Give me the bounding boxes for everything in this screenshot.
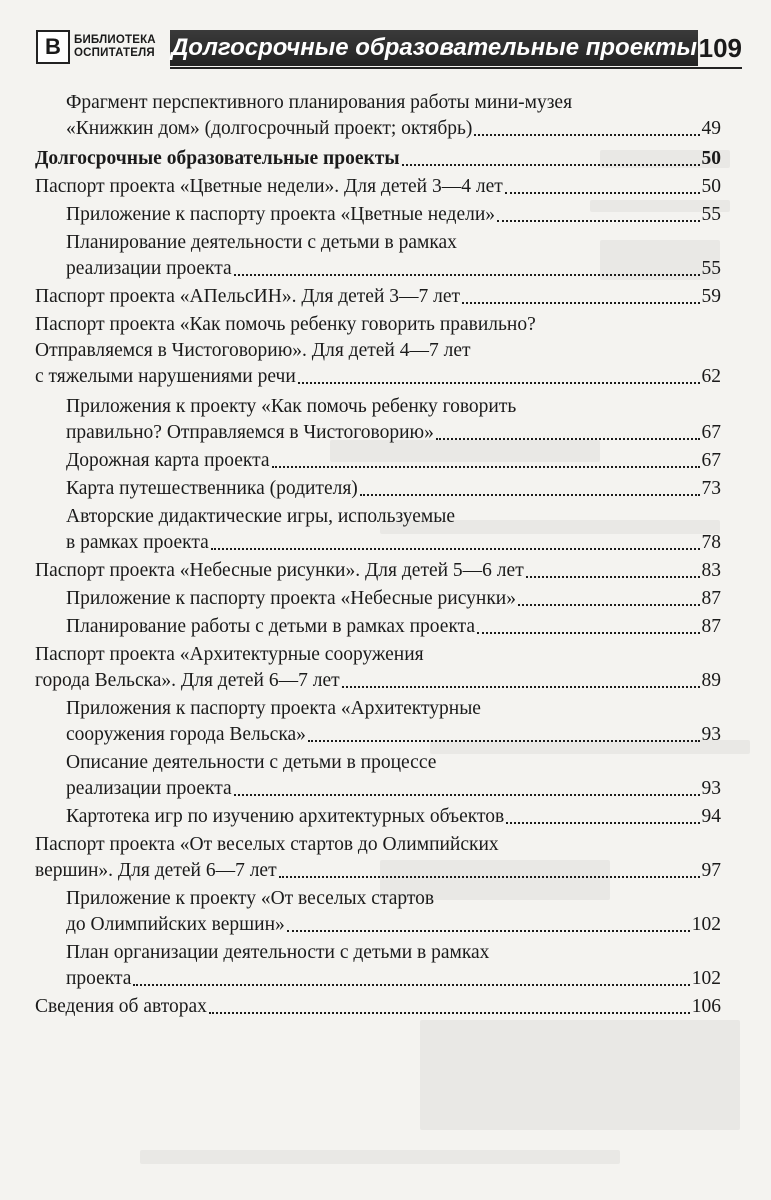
toc-entry — [66, 750, 721, 802]
toc-entry — [66, 476, 721, 502]
toc-entry-title: правильно? Отправляемся в Чистоговорию» — [66, 422, 434, 443]
dot-leader — [462, 302, 699, 304]
page-number: 109 — [698, 33, 742, 63]
dot-leader — [518, 604, 700, 606]
toc-entry — [66, 696, 721, 748]
toc-entry — [66, 804, 721, 830]
toc-page-number: 49 — [701, 118, 721, 139]
toc-entry-line — [35, 338, 721, 364]
toc-entry-line — [66, 912, 721, 938]
toc-entry-line — [35, 284, 721, 310]
toc-entry — [66, 614, 721, 640]
dot-leader — [506, 822, 699, 824]
toc-entry-title: Приложение к паспорту проекта «Цветные недели» — [66, 204, 496, 225]
toc-entry-title: до Олимпийских вершин» — [66, 914, 285, 935]
toc-entry-line — [66, 256, 721, 282]
toc-entry-line — [66, 750, 721, 776]
toc-page-number: 50 — [701, 148, 721, 169]
toc-entry-line — [66, 776, 721, 802]
toc-entry — [66, 448, 721, 474]
series-logo — [36, 30, 156, 64]
toc-page-number: 102 — [691, 914, 721, 935]
dot-leader — [133, 984, 689, 986]
toc-entry — [35, 642, 721, 694]
dot-leader — [279, 876, 700, 878]
header-rule — [170, 67, 742, 69]
toc-entry — [35, 558, 721, 584]
toc-entry-title: План организации деятельности с детьми в рамках — [66, 942, 490, 963]
toc-entry-title: Дорожная карта проекта — [66, 450, 270, 471]
toc-entry-line — [66, 476, 721, 502]
logo-text — [74, 34, 156, 60]
toc-page-number: 87 — [701, 616, 721, 637]
dot-leader — [436, 438, 700, 440]
toc-entry-title: Приложение к паспорту проекта «Небесные рисунки» — [66, 588, 516, 609]
dot-leader — [211, 548, 700, 550]
toc-page-number: 106 — [691, 996, 721, 1017]
toc-entry-line — [35, 668, 721, 694]
toc-entry — [66, 394, 721, 446]
toc-entry-line — [66, 394, 721, 420]
toc-page-number: 67 — [701, 450, 721, 471]
toc-entry-line — [66, 722, 721, 748]
section-title: Долгосрочные образовательные проекты — [170, 34, 698, 61]
dot-leader — [234, 274, 700, 276]
toc-entry — [66, 586, 721, 612]
toc-entry-title: Паспорт проекта «Архитектурные сооружения — [35, 644, 424, 665]
toc-entry-title: Приложения к паспорту проекта «Архитектурные — [66, 698, 481, 719]
toc-entry-line — [66, 116, 721, 142]
dot-leader — [477, 632, 699, 634]
logo-line-2: ОСПИТАТЕЛЯ — [74, 47, 155, 59]
toc-entry-title: «Книжкин дом» (долгосрочный проект; октябрь) — [66, 118, 473, 139]
toc-entry — [35, 174, 721, 200]
toc-entry-line — [35, 994, 721, 1020]
toc-page-number: 67 — [701, 422, 721, 443]
toc-entry-line — [66, 530, 721, 556]
dot-leader — [474, 134, 699, 136]
toc-entry-title: Долгосрочные образовательные проекты — [35, 148, 400, 169]
toc-entry — [35, 146, 721, 172]
page-header — [30, 28, 742, 70]
toc-entry — [66, 202, 721, 228]
toc-entry-line — [66, 614, 721, 640]
toc-entry-title: Планирование работы с детьми в рамках проекта — [66, 616, 476, 637]
dot-leader — [308, 740, 700, 742]
toc-entry-title: вершин». Для детей 6—7 лет — [35, 860, 277, 881]
toc-entry-line — [66, 90, 721, 116]
toc-entry-line — [66, 886, 721, 912]
toc-entry-title: с тяжелыми нарушениями речи — [35, 366, 296, 387]
toc-page-number: 83 — [701, 560, 721, 581]
toc-entry-title: Паспорт проекта «Цветные недели». Для детей 3—4 лет — [35, 176, 503, 197]
toc-entry-title: Приложение к проекту «От веселых стартов — [66, 888, 435, 909]
toc-entry-title: Планирование деятельности с детьми в рамках — [66, 232, 457, 253]
toc-entry-title: Карта путешественника (родителя) — [66, 478, 358, 499]
toc-page-number: 62 — [701, 366, 721, 387]
toc-page-number: 102 — [691, 968, 721, 989]
toc-entry-line — [35, 832, 721, 858]
toc-entry-line — [66, 966, 721, 992]
toc-entry — [35, 284, 721, 310]
toc-entry-line — [35, 364, 721, 390]
toc-entry-title: Приложения к проекту «Как помочь ребенку говорить — [66, 396, 517, 417]
toc-entry — [66, 230, 721, 282]
toc-entry-title: проекта — [66, 968, 132, 989]
toc-entry-title: Фрагмент перспективного планирования работы мини-музея — [66, 92, 573, 113]
toc-entry-title: реализации проекта — [66, 778, 232, 799]
toc-page-number: 93 — [701, 778, 721, 799]
toc-entry-line — [66, 586, 721, 612]
toc-entry-line — [66, 804, 721, 830]
dot-leader — [360, 494, 700, 496]
toc-entry-line — [66, 448, 721, 474]
toc-page-number: 50 — [701, 176, 721, 197]
toc-entry-line — [35, 858, 721, 884]
toc-page-number: 89 — [701, 670, 721, 691]
toc-entry-line — [35, 174, 721, 200]
dot-leader — [272, 466, 700, 468]
toc-page-number: 97 — [701, 860, 721, 881]
toc-page-number: 93 — [701, 724, 721, 745]
toc-entry — [66, 886, 721, 938]
toc-page-number: 55 — [701, 204, 721, 225]
toc-entry-title: Картотека игр по изучению архитектурных объектов — [66, 806, 505, 827]
toc-entry — [66, 90, 721, 142]
dot-leader — [342, 686, 700, 688]
toc-entry-line — [35, 146, 721, 172]
toc-entry-line — [35, 312, 721, 338]
toc-entry — [35, 832, 721, 884]
toc-entry-title: Паспорт проекта «От веселых стартов до Олимпийских — [35, 834, 499, 855]
toc-entry-title: Описание деятельности с детьми в процессе — [66, 752, 437, 773]
dot-leader — [298, 382, 700, 384]
toc-entry-title: города Вельска». Для детей 6—7 лет — [35, 670, 340, 691]
toc-entry-line — [66, 940, 721, 966]
toc-entry-title: сооружения города Вельска» — [66, 724, 306, 745]
logo-letter: В — [36, 30, 70, 64]
toc-entry-line — [66, 504, 721, 530]
header-band — [170, 30, 698, 66]
toc-page-number: 87 — [701, 588, 721, 609]
toc-entry — [35, 312, 721, 390]
toc-entry-title: в рамках проекта — [66, 532, 209, 553]
toc-entry-title: Сведения об авторах — [35, 996, 207, 1017]
toc-entry-line — [66, 202, 721, 228]
dot-leader — [526, 576, 700, 578]
toc-entry — [66, 504, 721, 556]
toc-entry-line — [66, 696, 721, 722]
dot-leader — [497, 220, 699, 222]
toc-entry — [66, 940, 721, 992]
toc-entry-title: Паспорт проекта «АПельсИН». Для детей 3—7 лет — [35, 286, 461, 307]
dot-leader — [287, 930, 690, 932]
logo-line-1: БИБЛИОТЕКА — [74, 34, 156, 46]
toc-page-number: 59 — [701, 286, 721, 307]
toc-entry-title: Паспорт проекта «Небесные рисунки». Для детей 5—6 лет — [35, 560, 524, 581]
toc-page-number: 73 — [701, 478, 721, 499]
dot-leader — [234, 794, 700, 796]
toc-page-number: 94 — [701, 806, 721, 827]
toc-entry-line — [35, 642, 721, 668]
dot-leader — [402, 164, 700, 166]
toc-page-number: 55 — [701, 258, 721, 279]
toc-entry-title: Авторские дидактические игры, используемые — [66, 506, 456, 527]
dot-leader — [505, 192, 700, 194]
toc-entry-line — [66, 420, 721, 446]
toc-entry-title: Отправляемся в Чистоговорию». Для детей 4—7 лет — [35, 340, 471, 361]
toc-page-number: 78 — [701, 532, 721, 553]
toc-entry-title: реализации проекта — [66, 258, 232, 279]
toc-entry-line — [66, 230, 721, 256]
toc-entry — [35, 994, 721, 1020]
dot-leader — [209, 1012, 690, 1014]
toc-entry-line — [35, 558, 721, 584]
toc-entry-title: Паспорт проекта «Как помочь ребенку говорить правильно? — [35, 314, 536, 335]
